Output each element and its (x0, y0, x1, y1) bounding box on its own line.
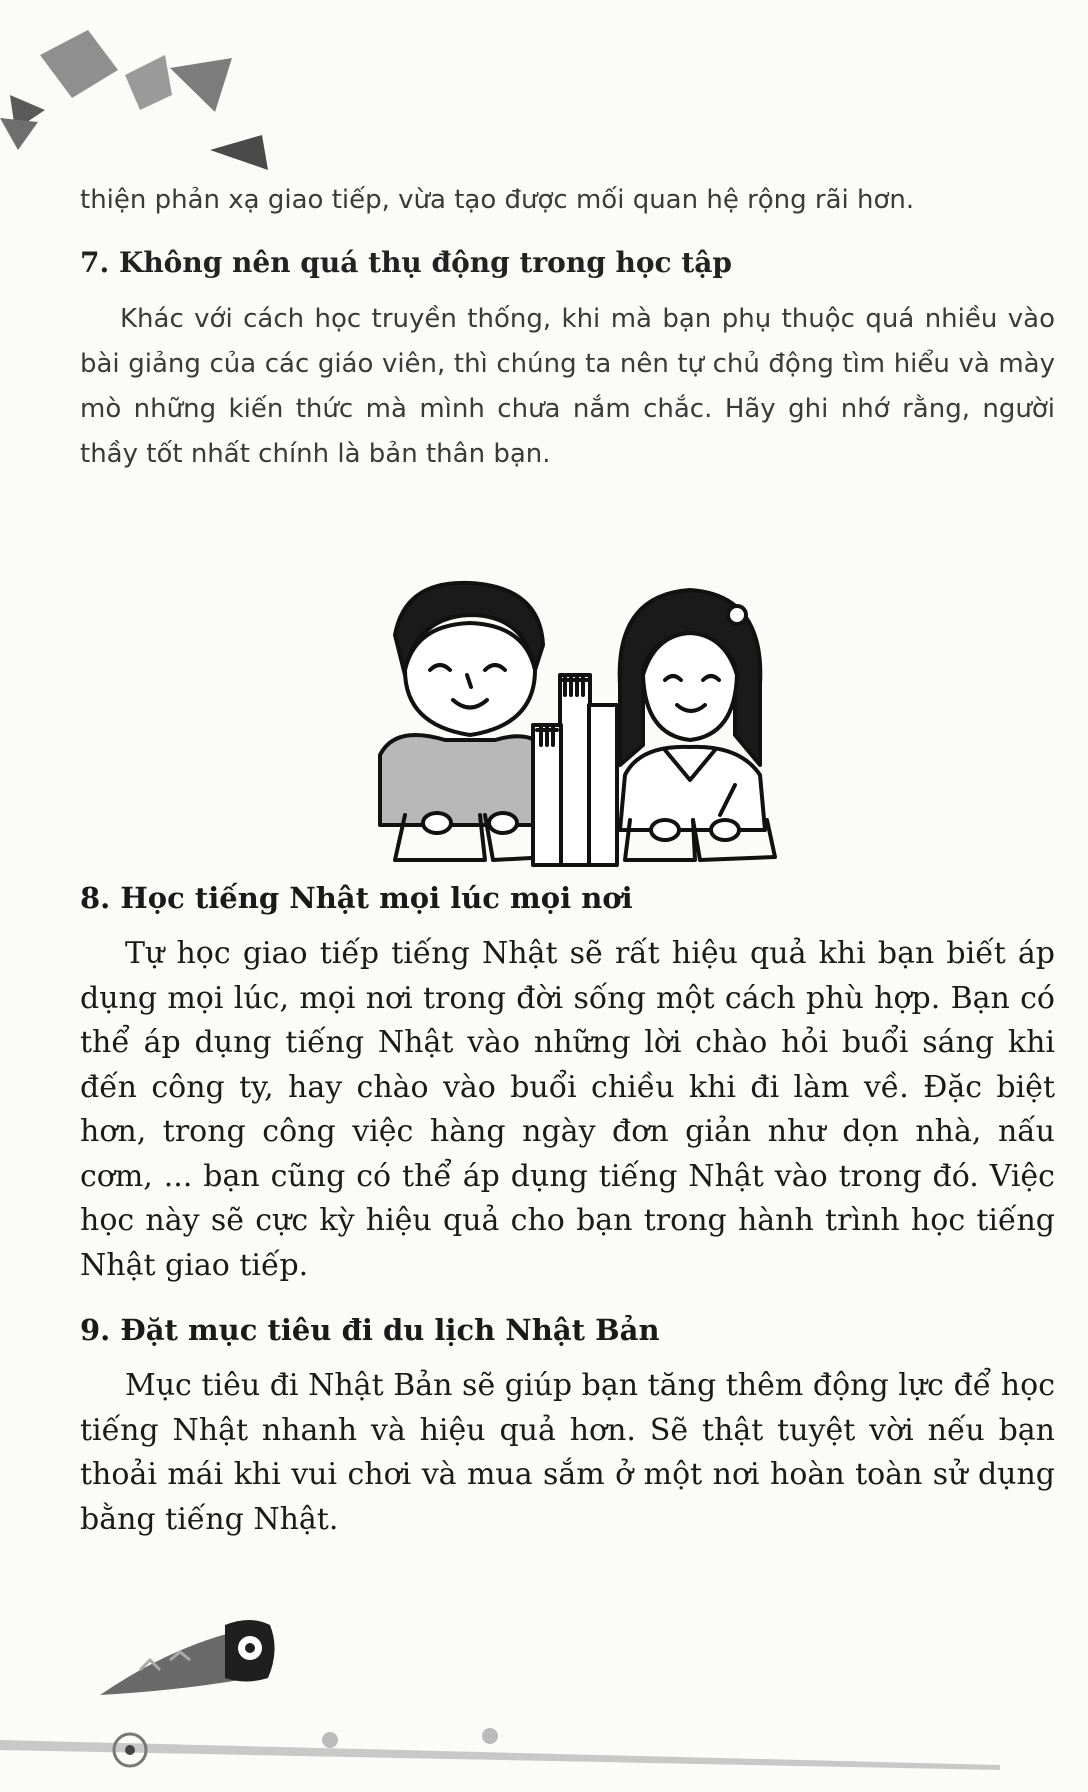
section-8-body: Tự học giao tiếp tiếng Nhật sẽ rất hiệu quả khi bạn biết áp dụng mọi lúc, mọi nơi trong đời sống một cách phù hợp. Bạn có thể áp dụng tiếng Nhật vào những lời chào hỏi buổi sáng khi đến công ty, hay chào vào buổi chiều khi đi làm về. Đặc biệt hơn, trong công việc hàng ngày đơn giản như dọn nhà, nấu cơm, ... bạn cũng có thể áp dụng tiếng Nhật vào trong đó. Việc học này sẽ cực kỳ hiệu quả cho bạn trong hành trình học tiếng Nhật giao tiếp. (80, 936, 1055, 1283)
section-7-heading: 7. Không nên quá thụ động trong học tập (80, 246, 732, 279)
carryover-line: thiện phản xạ giao tiếp, vừa tạo được mối quan hệ rộng rãi hơn. (80, 185, 915, 215)
section-9-heading: 9. Đặt mục tiêu đi du lịch Nhật Bản (80, 1313, 660, 1347)
section-9-body: Mục tiêu đi Nhật Bản sẽ giúp bạn tăng thêm động lực để học tiếng Nhật nhanh và hiệu quả hơn. Sẽ thật tuyệt vời nếu bạn thoải mái khi vui chơi và mua sắm ở một nơi hoàn toàn sử dụng bằng tiếng Nhật. (80, 1368, 1055, 1537)
section-7-block (80, 178, 1055, 477)
two-children-studying-illustration (375, 575, 820, 875)
koinobori-fish-streamer-icon (0, 1600, 1088, 1792)
section-9-block (80, 1310, 1055, 1542)
section-8-block (80, 878, 1055, 1288)
confetti-shapes-icon (0, 0, 300, 175)
section-7-body: Khác với cách học truyền thống, khi mà bạn phụ thuộc quá nhiều vào bài giảng của các giáo viên, thì chúng ta nên tự chủ động tìm hiểu và mày mò những kiến thức mà mình chưa nắm chắc. Hãy ghi nhớ rằng, người thầy tốt nhất chính là bản thân bạn. (80, 304, 1055, 469)
section-8-heading: 8. Học tiếng Nhật mọi lúc mọi nơi (80, 881, 633, 915)
